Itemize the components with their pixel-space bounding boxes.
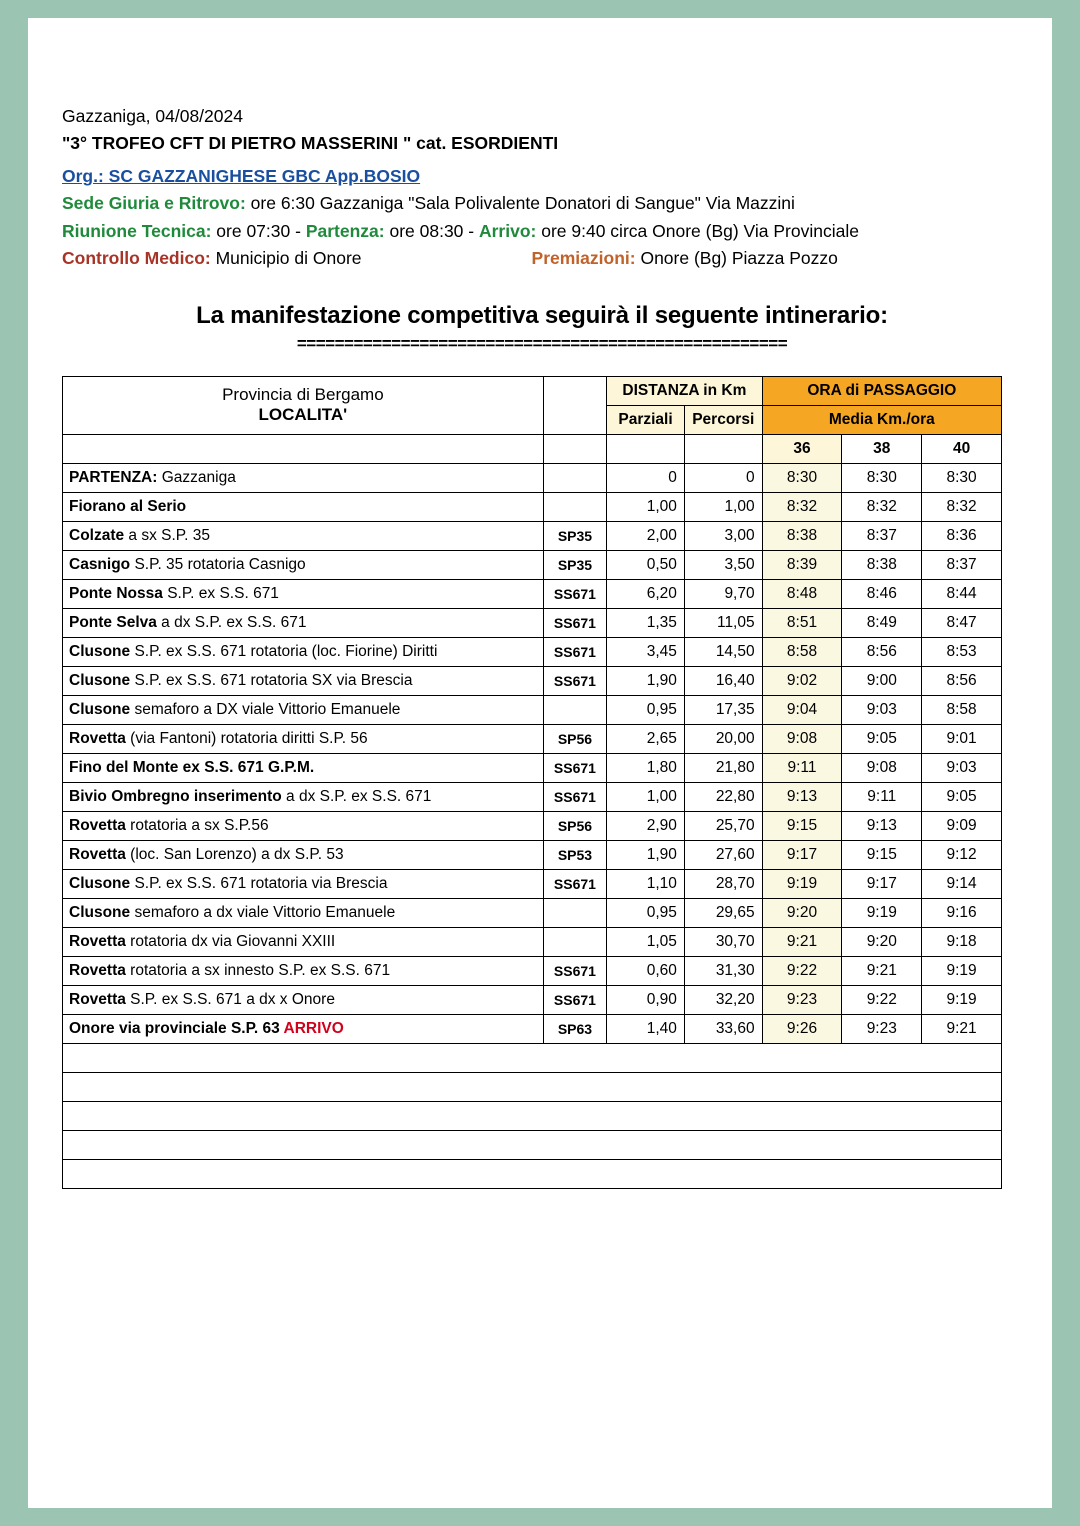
- row-localita: Rovetta (loc. San Lorenzo) a dx S.P. 53: [63, 840, 544, 869]
- row-percorsi: 3,50: [684, 550, 762, 579]
- partenza-value: ore 08:30 -: [389, 220, 475, 241]
- controllo-value: Municipio di Onore: [215, 247, 362, 268]
- row-parziali: 2,00: [607, 521, 685, 550]
- controllo-premiazioni-line: [62, 245, 1022, 272]
- itinerary-table: [62, 376, 1002, 1189]
- row-time-38: 8:32: [842, 492, 922, 521]
- row-percorsi: 27,60: [684, 840, 762, 869]
- table-empty-row: [63, 1130, 1002, 1159]
- row-time-38: 8:37: [842, 521, 922, 550]
- row-time-38: 9:23: [842, 1014, 922, 1043]
- row-time-38: 9:11: [842, 782, 922, 811]
- row-percorsi: 32,20: [684, 985, 762, 1014]
- header-distanza: DISTANZA in Km: [607, 376, 762, 405]
- premiazioni-label: Premiazioni:: [531, 247, 636, 268]
- row-sp: SS671: [543, 869, 606, 898]
- row-time-40: 9:18: [922, 927, 1002, 956]
- row-time-36: 8:48: [762, 579, 842, 608]
- place-date: Gazzaniga, 04/08/2024: [62, 106, 243, 126]
- row-parziali: 1,80: [607, 753, 685, 782]
- row-parziali: 1,90: [607, 840, 685, 869]
- header-media: Media Km./ora: [762, 405, 1001, 434]
- header-localita-cell: [63, 376, 544, 434]
- arrivo-label: Arrivo:: [478, 220, 537, 241]
- table-row: [63, 1014, 1002, 1043]
- row-time-38: 8:38: [842, 550, 922, 579]
- row-localita: Clusone semaforo a dx viale Vittorio Emanuele: [63, 898, 544, 927]
- table-empty-row: [63, 1072, 1002, 1101]
- row-sp: SS671: [543, 782, 606, 811]
- table-empty-cell: [63, 1072, 1002, 1101]
- row-sp: SS671: [543, 666, 606, 695]
- row-parziali: 2,65: [607, 724, 685, 753]
- row-percorsi: 11,05: [684, 608, 762, 637]
- row-parziali: 1,35: [607, 608, 685, 637]
- row-percorsi: 22,80: [684, 782, 762, 811]
- row-percorsi: 9,70: [684, 579, 762, 608]
- table-row: [63, 956, 1002, 985]
- row-parziali: 1,90: [607, 666, 685, 695]
- table-row: [63, 898, 1002, 927]
- table-empty-cell: [63, 1159, 1002, 1188]
- itinerary-title-block: [62, 302, 1022, 354]
- row-localita: Onore via provinciale S.P. 63 ARRIVO: [63, 1014, 544, 1043]
- row-time-38: 9:20: [842, 927, 922, 956]
- row-time-36: 9:26: [762, 1014, 842, 1043]
- document-page: [28, 18, 1052, 1508]
- table-row: [63, 724, 1002, 753]
- row-time-38: 9:17: [842, 869, 922, 898]
- table-empty-row: [63, 1159, 1002, 1188]
- row-localita: Rovetta rotatoria dx via Giovanni XXIII: [63, 927, 544, 956]
- header-block: [62, 103, 1022, 272]
- arrivo-marker: ARRIVO: [279, 1019, 344, 1037]
- header-speed-36: 36: [762, 434, 842, 463]
- row-time-40: 9:12: [922, 840, 1002, 869]
- row-parziali: 1,10: [607, 869, 685, 898]
- row-parziali: 0,50: [607, 550, 685, 579]
- row-time-38: 8:49: [842, 608, 922, 637]
- row-sp: SS671: [543, 608, 606, 637]
- row-parziali: 2,90: [607, 811, 685, 840]
- row-localita: Bivio Ombregno inserimento a dx S.P. ex S.S. 671: [63, 782, 544, 811]
- row-time-40: 8:37: [922, 550, 1002, 579]
- header-sp-cell: [543, 376, 606, 434]
- sede-value: ore 6:30 Gazzaniga "Sala Polivalente Donatori di Sangue" Via Mazzini: [250, 193, 795, 214]
- header-spacer-3: [607, 434, 685, 463]
- itinerary-title: La manifestazione competitiva seguirà il seguente intinerario:: [196, 301, 888, 329]
- table-row: [63, 492, 1002, 521]
- row-time-36: 8:51: [762, 608, 842, 637]
- row-localita: PARTENZA: Gazzaniga: [63, 463, 544, 492]
- row-percorsi: 20,00: [684, 724, 762, 753]
- row-time-36: 8:38: [762, 521, 842, 550]
- row-localita: Clusone semaforo a DX viale Vittorio Emanuele: [63, 695, 544, 724]
- row-time-38: 9:13: [842, 811, 922, 840]
- row-time-38: 8:56: [842, 637, 922, 666]
- row-time-40: 8:56: [922, 666, 1002, 695]
- row-parziali: 0,95: [607, 898, 685, 927]
- header-speed-40: 40: [922, 434, 1002, 463]
- header-localita: LOCALITA': [258, 405, 348, 425]
- row-sp: SP53: [543, 840, 606, 869]
- header-spacer-1: [63, 434, 544, 463]
- row-sp: SP56: [543, 724, 606, 753]
- header-ora-passaggio: ORA di PASSAGGIO: [762, 376, 1001, 405]
- row-time-36: 9:17: [762, 840, 842, 869]
- row-time-40: 8:44: [922, 579, 1002, 608]
- table-row: [63, 811, 1002, 840]
- row-percorsi: 30,70: [684, 927, 762, 956]
- table-row: [63, 695, 1002, 724]
- row-sp: [543, 898, 606, 927]
- row-time-38: 8:30: [842, 463, 922, 492]
- table-row: [63, 463, 1002, 492]
- table-row: [63, 521, 1002, 550]
- row-sp: [543, 463, 606, 492]
- row-time-36: 8:58: [762, 637, 842, 666]
- row-localita: Casnigo S.P. 35 rotatoria Casnigo: [63, 550, 544, 579]
- row-localita: Rovetta rotatoria a sx innesto S.P. ex S.S. 671: [63, 956, 544, 985]
- row-time-38: 9:00: [842, 666, 922, 695]
- row-sp: SP35: [543, 521, 606, 550]
- table-row: [63, 550, 1002, 579]
- row-time-36: 9:23: [762, 985, 842, 1014]
- row-time-40: 9:14: [922, 869, 1002, 898]
- row-time-40: 9:19: [922, 956, 1002, 985]
- header-spacer-2: [543, 434, 606, 463]
- row-localita: Fiorano al Serio: [63, 492, 544, 521]
- header-spacer-4: [684, 434, 762, 463]
- event-title: "3° TROFEO CFT DI PIETRO MASSERINI " cat. ESORDIENTI: [62, 133, 559, 154]
- row-time-40: 9:01: [922, 724, 1002, 753]
- header-parziali: Parziali: [607, 405, 685, 434]
- row-parziali: 6,20: [607, 579, 685, 608]
- row-time-40: 9:09: [922, 811, 1002, 840]
- table-empty-cell: [63, 1101, 1002, 1130]
- riunione-line: [62, 218, 1022, 245]
- header-provincia: Provincia di Bergamo: [222, 385, 384, 405]
- row-time-40: 9:19: [922, 985, 1002, 1014]
- row-sp: SS671: [543, 579, 606, 608]
- row-percorsi: 14,50: [684, 637, 762, 666]
- row-percorsi: 3,00: [684, 521, 762, 550]
- row-parziali: 1,00: [607, 782, 685, 811]
- row-time-36: 9:04: [762, 695, 842, 724]
- row-sp: [543, 492, 606, 521]
- sede-line: [62, 190, 1022, 217]
- row-percorsi: 1,00: [684, 492, 762, 521]
- row-localita: Ponte Nossa S.P. ex S.S. 671: [63, 579, 544, 608]
- row-time-38: 8:46: [842, 579, 922, 608]
- row-time-36: 9:11: [762, 753, 842, 782]
- row-time-36: 8:32: [762, 492, 842, 521]
- row-time-38: 9:21: [842, 956, 922, 985]
- row-localita: Ponte Selva a dx S.P. ex S.S. 671: [63, 608, 544, 637]
- row-time-36: 9:02: [762, 666, 842, 695]
- row-parziali: 1,40: [607, 1014, 685, 1043]
- row-localita: Clusone S.P. ex S.S. 671 rotatoria SX via Brescia: [63, 666, 544, 695]
- table-empty-row: [63, 1043, 1002, 1072]
- row-parziali: 1,00: [607, 492, 685, 521]
- riunione-value: ore 07:30 -: [216, 220, 301, 241]
- row-sp: SS671: [543, 753, 606, 782]
- row-sp: [543, 927, 606, 956]
- row-time-36: 8:30: [762, 463, 842, 492]
- row-time-38: 9:22: [842, 985, 922, 1014]
- table-row: [63, 579, 1002, 608]
- row-time-36: 9:22: [762, 956, 842, 985]
- row-parziali: 1,05: [607, 927, 685, 956]
- row-localita: Rovetta (via Fantoni) rotatoria diritti S.P. 56: [63, 724, 544, 753]
- organizer-label: Org.: SC GAZZANIGHESE GBC App.BOSIO: [62, 166, 421, 187]
- row-localita: Clusone S.P. ex S.S. 671 rotatoria (loc. Fiorine) Diritti: [63, 637, 544, 666]
- row-percorsi: 31,30: [684, 956, 762, 985]
- table-row: [63, 666, 1002, 695]
- row-time-40: 8:58: [922, 695, 1002, 724]
- row-time-40: 9:03: [922, 753, 1002, 782]
- row-sp: SP35: [543, 550, 606, 579]
- row-time-40: 8:47: [922, 608, 1002, 637]
- row-time-36: 9:08: [762, 724, 842, 753]
- row-sp: SP56: [543, 811, 606, 840]
- row-percorsi: 28,70: [684, 869, 762, 898]
- row-sp: SS671: [543, 637, 606, 666]
- row-localita: Rovetta S.P. ex S.S. 671 a dx x Onore: [63, 985, 544, 1014]
- row-time-36: 9:15: [762, 811, 842, 840]
- table-empty-row: [63, 1101, 1002, 1130]
- sede-label: Sede Giuria e Ritrovo:: [62, 193, 246, 214]
- row-time-38: 9:19: [842, 898, 922, 927]
- table-row: [63, 608, 1002, 637]
- row-percorsi: 17,35: [684, 695, 762, 724]
- row-percorsi: 21,80: [684, 753, 762, 782]
- row-parziali: 0,90: [607, 985, 685, 1014]
- row-percorsi: 25,70: [684, 811, 762, 840]
- table-empty-cell: [63, 1130, 1002, 1159]
- row-time-40: 8:32: [922, 492, 1002, 521]
- row-time-36: 9:13: [762, 782, 842, 811]
- row-time-36: 9:20: [762, 898, 842, 927]
- title-divider: ====================================================: [296, 333, 788, 353]
- row-time-36: 9:21: [762, 927, 842, 956]
- controllo-label: Controllo Medico:: [62, 247, 211, 268]
- table-empty-cell: [63, 1043, 1002, 1072]
- row-time-40: 8:53: [922, 637, 1002, 666]
- table-row: [63, 985, 1002, 1014]
- row-parziali: 3,45: [607, 637, 685, 666]
- row-percorsi: 16,40: [684, 666, 762, 695]
- premiazioni-value: Onore (Bg) Piazza Pozzo: [640, 247, 838, 268]
- row-time-40: 9:16: [922, 898, 1002, 927]
- table-body: [63, 463, 1002, 1188]
- row-sp: [543, 695, 606, 724]
- row-percorsi: 33,60: [684, 1014, 762, 1043]
- row-sp: SS671: [543, 985, 606, 1014]
- row-time-38: 9:05: [842, 724, 922, 753]
- row-time-40: 9:21: [922, 1014, 1002, 1043]
- header-percorsi: Percorsi: [684, 405, 762, 434]
- row-localita: Clusone S.P. ex S.S. 671 rotatoria via Brescia: [63, 869, 544, 898]
- table-row: [63, 869, 1002, 898]
- row-percorsi: 29,65: [684, 898, 762, 927]
- row-parziali: 0: [607, 463, 685, 492]
- table-row: [63, 753, 1002, 782]
- row-parziali: 0,95: [607, 695, 685, 724]
- partenza-label: Partenza:: [305, 220, 385, 241]
- row-localita: Fino del Monte ex S.S. 671 G.P.M.: [63, 753, 544, 782]
- document-content: [62, 103, 1022, 1189]
- riunione-label: Riunione Tecnica:: [62, 220, 212, 241]
- row-time-38: 9:08: [842, 753, 922, 782]
- row-sp: SP63: [543, 1014, 606, 1043]
- table-row: [63, 840, 1002, 869]
- row-percorsi: 0: [684, 463, 762, 492]
- table-head: [63, 376, 1002, 463]
- row-parziali: 0,60: [607, 956, 685, 985]
- table-row: [63, 782, 1002, 811]
- row-localita: Rovetta rotatoria a sx S.P.56: [63, 811, 544, 840]
- row-sp: SS671: [543, 956, 606, 985]
- table-row: [63, 637, 1002, 666]
- row-time-40: 8:30: [922, 463, 1002, 492]
- arrivo-value: ore 9:40 circa Onore (Bg) Via Provinciale: [541, 220, 859, 241]
- table-row: [63, 927, 1002, 956]
- row-time-40: 9:05: [922, 782, 1002, 811]
- row-localita: Colzate a sx S.P. 35: [63, 521, 544, 550]
- row-time-38: 9:15: [842, 840, 922, 869]
- header-speed-38: 38: [842, 434, 922, 463]
- row-time-36: 8:39: [762, 550, 842, 579]
- row-time-36: 9:19: [762, 869, 842, 898]
- row-time-40: 8:36: [922, 521, 1002, 550]
- row-time-38: 9:03: [842, 695, 922, 724]
